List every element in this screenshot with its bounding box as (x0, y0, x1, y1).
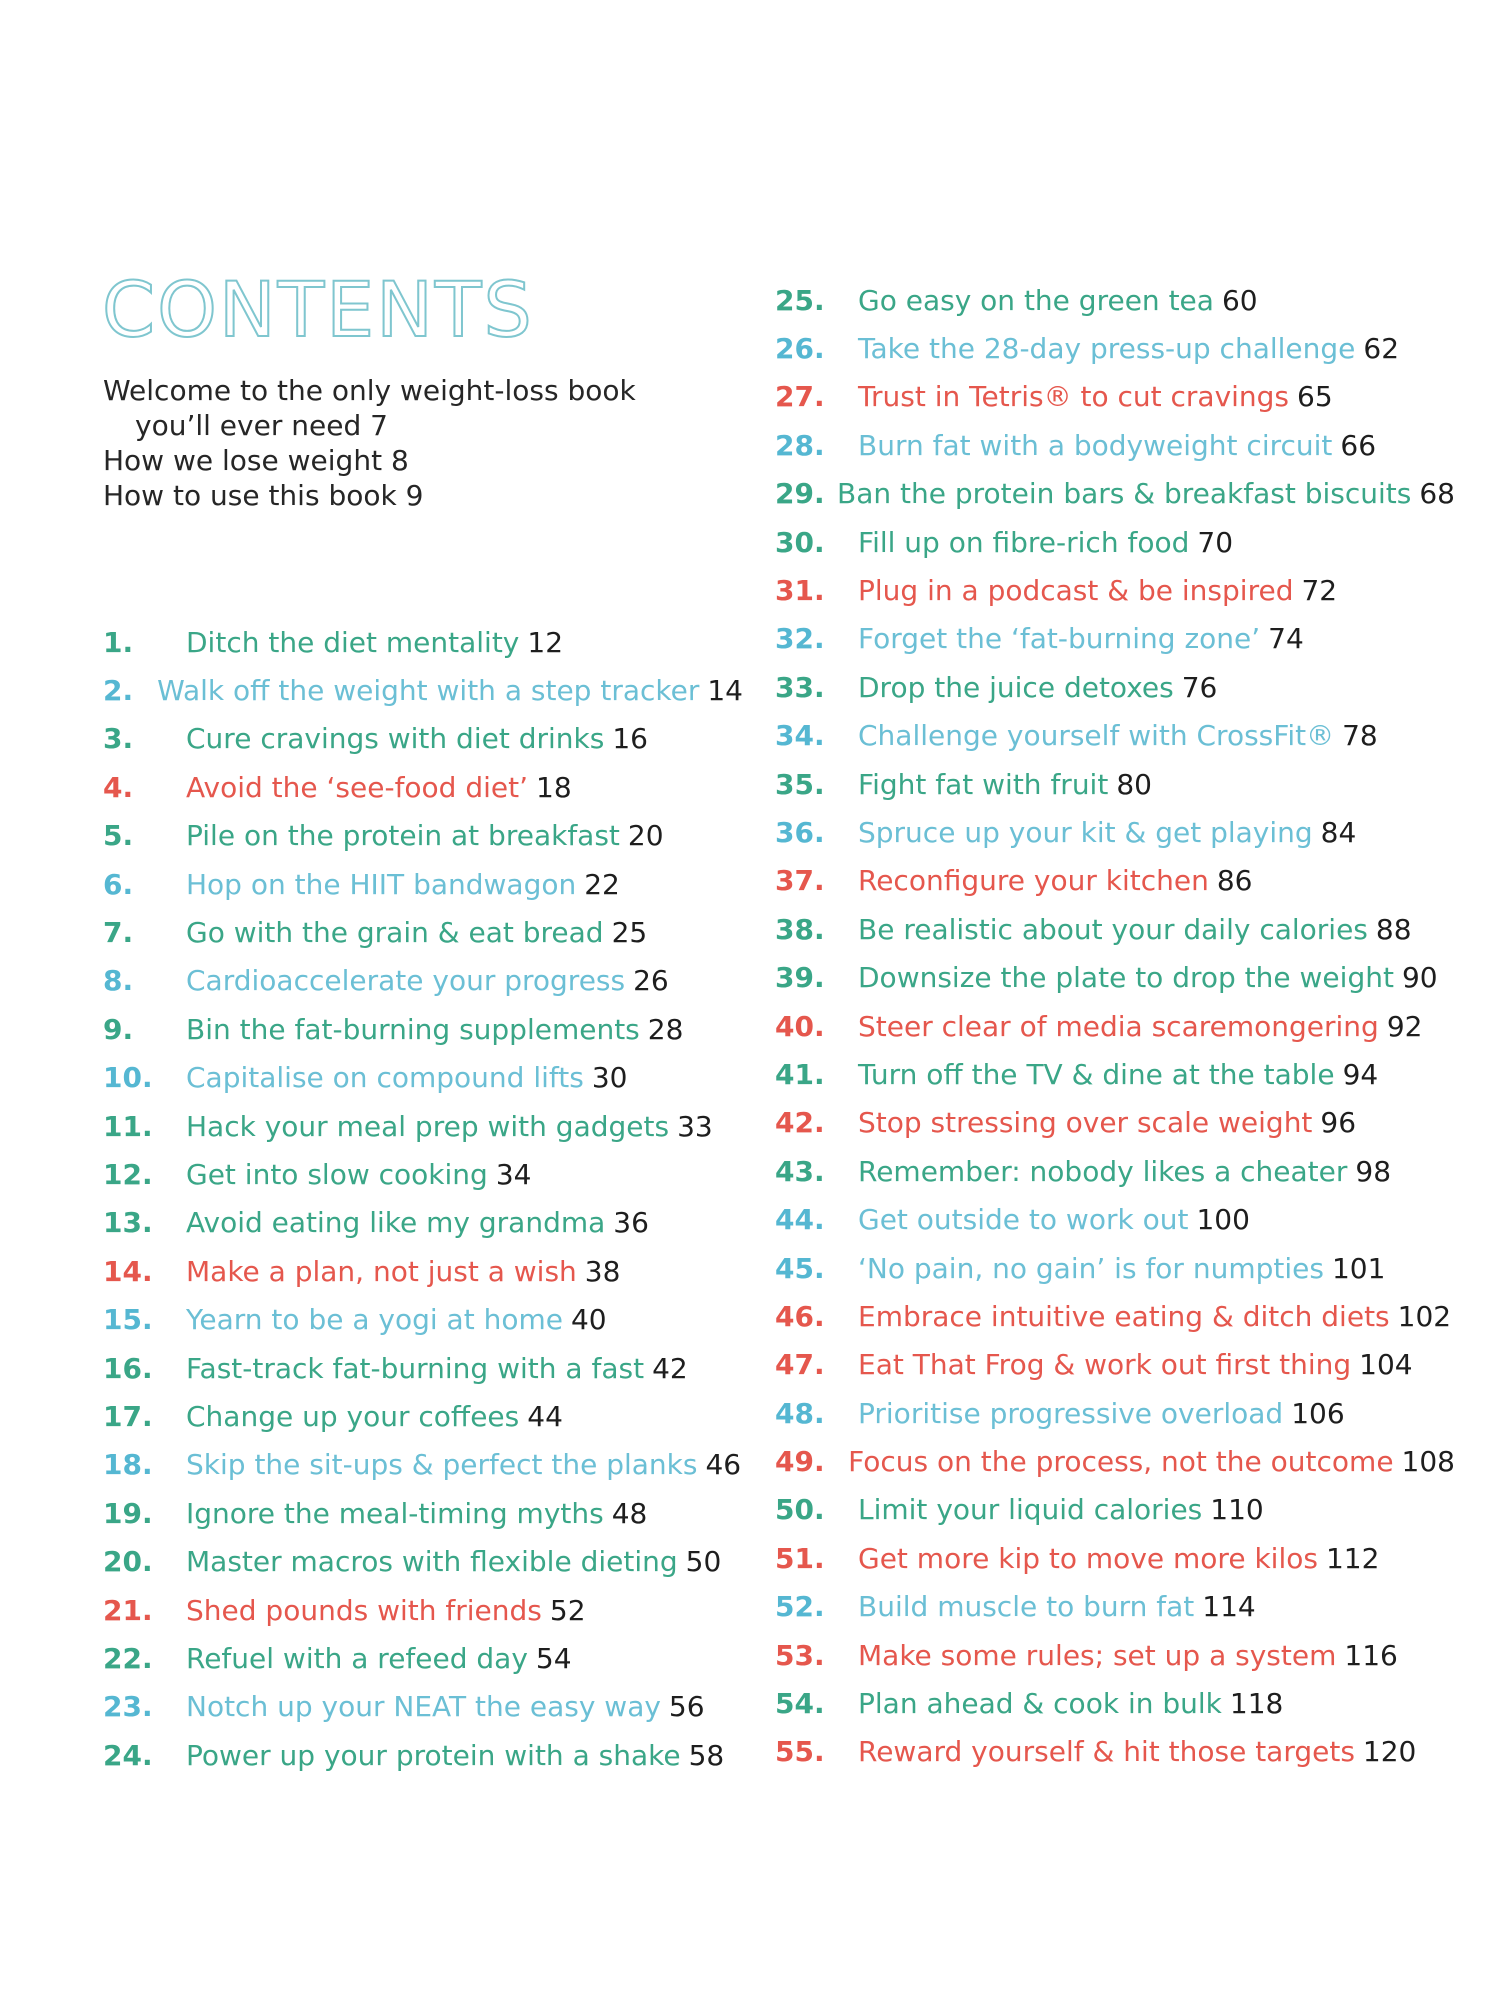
entry-page-number: 58 (688, 1738, 725, 1772)
entry-page-number: 70 (1197, 525, 1234, 559)
entry-title: Power up your protein with a shake (186, 1738, 681, 1772)
contents-entry[interactable] (775, 857, 1455, 905)
entry-page-number: 92 (1386, 1009, 1423, 1043)
entry-page-number: 46 (705, 1448, 742, 1482)
contents-entry[interactable] (103, 1247, 743, 1295)
entry-number: 19. (103, 1496, 153, 1530)
entry-number: 47. (775, 1348, 825, 1382)
contents-column-right (775, 276, 1455, 1776)
entry-number: 25. (775, 283, 825, 317)
contents-entry[interactable] (103, 1344, 743, 1392)
entry-page-number: 106 (1291, 1396, 1345, 1430)
entry-page-number: 25 (611, 916, 648, 950)
entry-page-number: 94 (1342, 1057, 1379, 1091)
entry-page-number: 100 (1196, 1203, 1250, 1237)
entry-page-number: 16 (612, 722, 648, 756)
entry-title: Skip the sit-ups & perfect the planks (186, 1448, 698, 1482)
entry-number: 45. (775, 1251, 825, 1285)
entry-title: Limit your liquid calories (858, 1493, 1203, 1527)
entry-title: Take the 28-day press-up challenge (858, 332, 1356, 366)
contents-entry[interactable] (775, 663, 1455, 711)
entry-title: Turn off the TV & dine at the table (858, 1057, 1335, 1091)
entry-title: Walk off the weight with a step tracker (157, 674, 700, 708)
entry-page-number: 42 (652, 1351, 688, 1385)
entry-number: 50. (775, 1493, 825, 1527)
entry-number: 12. (103, 1157, 153, 1191)
entry-number: 37. (775, 864, 825, 898)
entry-page-number: 22 (584, 867, 620, 901)
entry-title: Be realistic about your daily calories (858, 912, 1368, 946)
entry-number: 36. (775, 815, 825, 849)
contents-column-left (103, 618, 743, 1779)
contents-entry[interactable] (775, 1728, 1455, 1776)
intro-list (103, 373, 636, 513)
intro-line[interactable]: How to use this book 9 (103, 479, 424, 512)
entry-page-number: 86 (1216, 864, 1253, 898)
contents-entry[interactable] (775, 1437, 1455, 1485)
entry-title: Shed pounds with friends (186, 1593, 542, 1627)
contents-entry[interactable] (775, 1341, 1455, 1389)
contents-entry[interactable] (103, 908, 743, 956)
contents-entry[interactable] (103, 1731, 743, 1779)
entry-number: 55. (775, 1735, 825, 1769)
contents-entry[interactable] (103, 1102, 743, 1150)
entry-number: 22. (103, 1641, 153, 1675)
entry-number: 28. (775, 428, 825, 462)
entry-number: 46. (775, 1299, 825, 1333)
entry-page-number: 78 (1342, 719, 1378, 753)
entry-title: Yearn to be a yogi at home (186, 1303, 563, 1337)
contents-entry[interactable] (103, 1489, 743, 1537)
entry-number: 24. (103, 1738, 153, 1772)
entry-title: Remember: nobody likes a cheater (858, 1154, 1348, 1188)
entry-title: Ditch the diet mentality (186, 625, 520, 659)
entry-title: Get outside to work out (858, 1203, 1189, 1237)
entry-title: Build muscle to burn fat (858, 1590, 1195, 1624)
contents-entry[interactable] (775, 566, 1455, 614)
entry-number: 15. (103, 1303, 153, 1337)
entry-number: 13. (103, 1206, 153, 1240)
entry-number: 35. (775, 767, 825, 801)
entry-title: Plug in a podcast & be inspired (858, 574, 1294, 608)
contents-entry[interactable] (103, 1537, 743, 1585)
contents-entry[interactable] (775, 1244, 1455, 1292)
entry-title: Downsize the plate to drop the weight (858, 961, 1394, 995)
entry-number: 7. (103, 916, 134, 950)
entry-title: Prioritise progressive overload (858, 1396, 1284, 1430)
entry-page-number: 34 (495, 1157, 532, 1191)
entry-page-number: 101 (1331, 1251, 1386, 1285)
entry-title: Cure cravings with diet drinks (186, 722, 605, 756)
contents-entry[interactable] (775, 1389, 1455, 1437)
entry-title: Hop on the HIIT bandwagon (186, 867, 577, 901)
entry-title: Avoid eating like my grandma (186, 1206, 606, 1240)
intro-line[interactable]: Welcome to the only weight-loss book (103, 374, 636, 407)
entry-page-number: 54 (535, 1641, 572, 1675)
entry-page-number: 26 (633, 964, 669, 998)
entry-title: Go with the grain & eat bread (186, 916, 604, 950)
entry-title: Focus on the process, not the outcome (848, 1445, 1394, 1479)
entry-page-number: 102 (1397, 1299, 1452, 1333)
entry-title: Pile on the protein at breakfast (186, 819, 620, 853)
entry-page-number: 62 (1363, 332, 1400, 366)
contents-entry[interactable] (775, 276, 1455, 324)
contents-entry[interactable] (775, 1147, 1455, 1195)
entry-page-number: 84 (1320, 815, 1357, 849)
entry-number: 52. (775, 1590, 825, 1624)
entry-page-number: 110 (1210, 1493, 1264, 1527)
entry-number: 21. (103, 1593, 153, 1627)
contents-entry[interactable] (775, 615, 1455, 663)
entry-title: Make some rules; set up a system (858, 1638, 1337, 1672)
contents-entry[interactable] (775, 1631, 1455, 1679)
contents-entry[interactable] (103, 1005, 743, 1053)
contents-entry[interactable] (103, 1683, 743, 1731)
entry-number: 32. (775, 622, 825, 656)
contents-entry[interactable] (775, 1195, 1455, 1243)
contents-entry[interactable] (103, 1586, 743, 1634)
entry-page-number: 66 (1340, 428, 1377, 462)
contents-entry[interactable] (103, 1150, 743, 1198)
entry-number: 43. (775, 1154, 825, 1188)
entry-number: 8. (103, 964, 134, 998)
contents-entry[interactable] (775, 808, 1455, 856)
contents-entry[interactable] (775, 373, 1455, 421)
entry-page-number: 65 (1297, 380, 1333, 414)
entry-page-number: 76 (1181, 670, 1218, 704)
entry-title: Ban the protein bars & breakfast biscuits (837, 477, 1412, 511)
entry-number: 27. (775, 380, 825, 414)
entry-number: 30. (775, 525, 825, 559)
contents-entry[interactable] (103, 715, 743, 763)
entry-page-number: 96 (1320, 1106, 1357, 1140)
entry-page-number: 36 (613, 1206, 649, 1240)
entry-page-number: 28 (647, 1012, 684, 1046)
contents-entry[interactable] (775, 1050, 1455, 1098)
entry-title: Embrace intuitive eating & ditch diets (858, 1299, 1390, 1333)
contents-entry[interactable] (103, 1054, 743, 1102)
entry-title: Avoid the ‘see-food diet’ (186, 770, 529, 804)
entry-page-number: 14 (707, 674, 743, 708)
entry-title: Fill up on fibre-rich food (858, 525, 1190, 559)
entry-number: 26. (775, 332, 825, 366)
entry-title: Fast-track fat-burning with a fast (186, 1351, 645, 1385)
contents-entry[interactable] (103, 666, 743, 714)
contents-entry[interactable] (103, 860, 743, 908)
entry-page-number: 48 (611, 1496, 648, 1530)
entry-number: 53. (775, 1638, 825, 1672)
contents-entry[interactable] (775, 1679, 1455, 1727)
entry-title: Capitalise on compound lifts (186, 1061, 584, 1095)
entry-page-number: 90 (1401, 961, 1438, 995)
entry-number: 38. (775, 912, 825, 946)
entry-title: Get more kip to move more kilos (858, 1541, 1318, 1575)
entry-title: Challenge yourself with CrossFit® (858, 719, 1335, 753)
entry-title: Hack your meal prep with gadgets (186, 1109, 670, 1143)
contents-entry[interactable] (103, 618, 743, 666)
entry-number: 40. (775, 1009, 825, 1043)
contents-entry[interactable] (775, 518, 1455, 566)
entry-number: 14. (103, 1254, 153, 1288)
entry-title: Forget the ‘fat-burning zone’ (858, 622, 1261, 656)
entry-page-number: 38 (584, 1254, 621, 1288)
entry-number: 6. (103, 867, 134, 901)
contents-entry[interactable] (775, 1534, 1455, 1582)
contents-entry[interactable] (775, 1583, 1455, 1631)
entry-page-number: 118 (1229, 1687, 1284, 1721)
entry-number: 1. (103, 625, 134, 659)
entry-number: 42. (775, 1106, 825, 1140)
entry-number: 49. (775, 1445, 825, 1479)
entry-number: 5. (103, 819, 134, 853)
entry-number: 29. (775, 477, 825, 511)
intro-line[interactable]: you’ll ever need 7 (135, 409, 388, 442)
contents-entry[interactable] (103, 1441, 743, 1489)
entry-title: Bin the fat-burning supplements (186, 1012, 640, 1046)
entry-page-number: 104 (1359, 1348, 1413, 1382)
contents-entry[interactable] (103, 1634, 743, 1682)
entry-number: 4. (103, 770, 134, 804)
entry-page-number: 20 (627, 819, 664, 853)
entry-title: Cardioaccelerate your progress (186, 964, 626, 998)
entry-page-number: 114 (1202, 1590, 1256, 1624)
entry-title: ‘No pain, no gain’ is for numpties (858, 1251, 1324, 1285)
entry-number: 41. (775, 1057, 825, 1091)
entry-title: Spruce up your kit & get playing (858, 815, 1313, 849)
contents-entry[interactable] (775, 953, 1455, 1001)
contents-entry[interactable] (775, 712, 1455, 760)
entry-title: Burn fat with a bodyweight circuit (858, 428, 1333, 462)
entry-number: 31. (775, 574, 825, 608)
entry-page-number: 50 (685, 1545, 722, 1579)
entry-number: 9. (103, 1012, 134, 1046)
entry-number: 16. (103, 1351, 153, 1385)
contents-entry[interactable] (775, 1486, 1455, 1534)
entry-number: 20. (103, 1545, 153, 1579)
entry-title: Make a plan, not just a wish (186, 1254, 577, 1288)
entry-title: Ignore the meal-timing myths (186, 1496, 604, 1530)
entry-number: 33. (775, 670, 825, 704)
entry-page-number: 52 (549, 1593, 586, 1627)
contents-entry[interactable] (103, 763, 743, 811)
intro-line[interactable]: How we lose weight 8 (103, 444, 409, 477)
entry-page-number: 56 (668, 1690, 705, 1724)
entry-page-number: 98 (1355, 1154, 1392, 1188)
entry-number: 3. (103, 722, 134, 756)
entry-page-number: 116 (1344, 1638, 1398, 1672)
contents-entry[interactable] (775, 1099, 1455, 1147)
entry-title: Eat That Frog & work out first thing (858, 1348, 1352, 1382)
contents-entry[interactable] (103, 812, 743, 860)
entry-page-number: 18 (536, 770, 572, 804)
contents-entry[interactable] (775, 760, 1455, 808)
entry-number: 44. (775, 1203, 825, 1237)
contents-entry[interactable] (775, 470, 1455, 518)
entry-title: Steer clear of media scaremongering (858, 1009, 1379, 1043)
entry-page-number: 44 (527, 1399, 563, 1433)
entry-number: 39. (775, 961, 825, 995)
entry-title: Reward yourself & hit those targets (858, 1735, 1355, 1769)
entry-page-number: 60 (1221, 283, 1258, 317)
entry-title: Master macros with flexible dieting (186, 1545, 678, 1579)
page-title: CONTENTS (102, 265, 534, 354)
entry-page-number: 68 (1419, 477, 1455, 511)
contents-entry[interactable] (103, 1392, 743, 1440)
entry-title: Plan ahead & cook in bulk (858, 1687, 1222, 1721)
entry-title: Trust in Tetris® to cut cravings (858, 380, 1290, 414)
entry-page-number: 108 (1401, 1445, 1455, 1479)
entry-page-number: 72 (1301, 574, 1338, 608)
contents-entry[interactable] (103, 1295, 743, 1343)
entry-page-number: 30 (591, 1061, 628, 1095)
entry-number: 34. (775, 719, 825, 753)
entry-number: 18. (103, 1448, 153, 1482)
entry-page-number: 12 (527, 625, 564, 659)
entry-number: 17. (103, 1399, 153, 1433)
entry-number: 51. (775, 1541, 825, 1575)
contents-entry[interactable] (775, 905, 1455, 953)
entry-page-number: 40 (570, 1303, 607, 1337)
entry-number: 23. (103, 1690, 153, 1724)
entry-title: Fight fat with fruit (858, 767, 1109, 801)
contents-entry[interactable] (775, 1002, 1455, 1050)
entry-page-number: 80 (1116, 767, 1152, 801)
entry-title: Reconfigure your kitchen (858, 864, 1209, 898)
entry-number: 48. (775, 1396, 825, 1430)
entry-page-number: 74 (1268, 622, 1304, 656)
contents-entry[interactable] (775, 421, 1455, 469)
entry-number: 11. (103, 1109, 153, 1143)
contents-entry[interactable] (103, 1199, 743, 1247)
entry-page-number: 33 (677, 1109, 713, 1143)
entry-page-number: 88 (1375, 912, 1412, 946)
entry-title: Stop stressing over scale weight (858, 1106, 1313, 1140)
contents-entry[interactable] (775, 1292, 1455, 1340)
entry-title: Drop the juice detoxes (858, 670, 1174, 704)
entry-title: Refuel with a refeed day (186, 1641, 528, 1675)
entry-page-number: 120 (1362, 1735, 1417, 1769)
contents-entry[interactable] (775, 324, 1455, 372)
entry-number: 10. (103, 1061, 153, 1095)
entry-title: Go easy on the green tea (858, 283, 1214, 317)
entry-title: Notch up your NEAT the easy way (186, 1690, 661, 1724)
entry-page-number: 112 (1325, 1541, 1380, 1575)
entry-number: 2. (103, 674, 134, 708)
entry-number: 54. (775, 1687, 825, 1721)
contents-entry[interactable] (103, 957, 743, 1005)
entry-title: Get into slow cooking (186, 1157, 488, 1191)
entry-title: Change up your coffees (186, 1399, 520, 1433)
